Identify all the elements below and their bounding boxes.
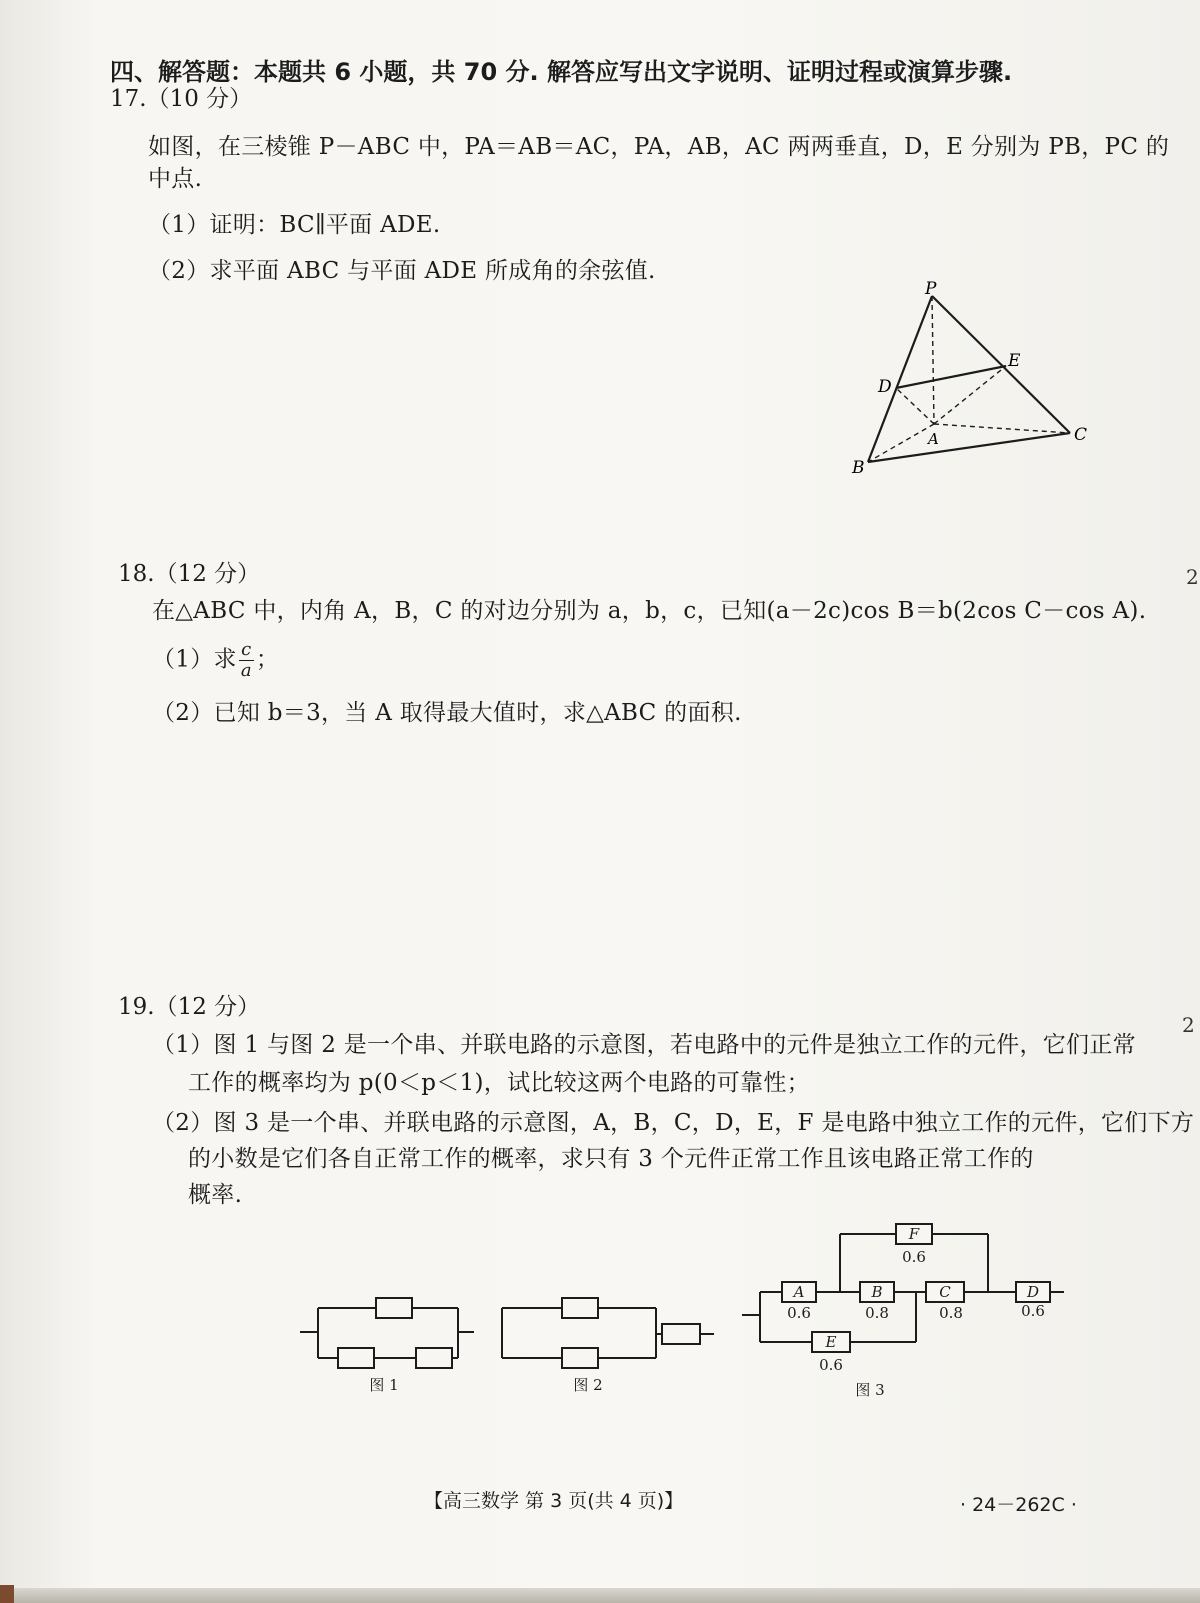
label-e: E [1008, 351, 1021, 371]
fig1-component-bottom-left [338, 1348, 374, 1368]
fraction-numerator: c [239, 640, 254, 661]
label-c: C [1074, 425, 1088, 445]
q17-heading: 17.（10 分） [110, 86, 253, 112]
q18-part2: （2）已知 b＝3，当 A 取得最大值时，求△ABC 的面积. [152, 700, 742, 726]
component-d-label: D [1026, 1283, 1040, 1301]
fig1-component-bottom-right [416, 1348, 452, 1368]
edge-bc [868, 433, 1070, 462]
label-p: P [925, 279, 937, 299]
figure-1-circuit [300, 1298, 474, 1368]
circuit-figures [290, 1210, 1090, 1410]
edge-mark-top: 2 [1186, 565, 1199, 589]
component-c-label: C [939, 1283, 951, 1301]
q18-part1 [152, 640, 279, 681]
q17-line1: 如图，在三棱锥 P－ABC 中，PA＝AB＝AC，PA，AB，AC 两两垂直，D，E 分别为 PB，PC 的 [148, 134, 1170, 160]
component-b-label: B [871, 1283, 883, 1301]
q19-heading: 19.（12 分） [118, 994, 261, 1020]
component-e-prob: 0.6 [819, 1356, 843, 1374]
component-f-label: F [908, 1225, 920, 1243]
segment-ae [934, 366, 1006, 424]
pyramid-figure [840, 278, 1110, 488]
label-b: B [852, 458, 865, 478]
edge-pc [932, 296, 1070, 433]
component-a-prob: 0.6 [787, 1304, 811, 1322]
edge-pa [932, 296, 934, 424]
component-e-label: E [825, 1333, 837, 1351]
figure-1-caption: 图 1 [369, 1376, 399, 1394]
label-a: A [928, 430, 939, 448]
component-d-prob: 0.6 [1021, 1302, 1045, 1320]
desk-corner [0, 1585, 14, 1603]
q17-line2: 中点. [148, 166, 203, 192]
component-a-label: A [793, 1283, 805, 1301]
q18-part1-suffix: ； [255, 646, 280, 673]
q18-line1: 在△ABC 中，内角 A，B，C 的对边分别为 a，b，c，已知(a－2c)cos B＝b(2cos C－cos A). [152, 598, 1147, 624]
q18-heading: 18.（12 分） [118, 561, 261, 587]
fig2-component-bottom [562, 1348, 598, 1368]
figure-3-caption: 图 3 [855, 1381, 885, 1399]
edge-ac [934, 424, 1070, 433]
fig2-component-series [662, 1324, 700, 1344]
q17-part1: （1）证明：BC∥平面 ADE. [148, 212, 441, 238]
exam-code: · 24－262C · [960, 1494, 1077, 1516]
fraction-c-over-a [239, 640, 254, 681]
label-d: D [878, 377, 892, 397]
q17-part2: （2）求平面 ABC 与平面 ADE 所成角的余弦值. [148, 258, 656, 284]
q19-p2-line3: 概率. [188, 1182, 243, 1208]
component-b-prob: 0.8 [865, 1304, 889, 1322]
section-header: 四、解答题：本题共 6 小题，共 70 分. 解答应写出文字说明、证明过程或演算步骤. [110, 58, 1013, 86]
segment-de [896, 366, 1006, 388]
q19-p1-line2: 工作的概率均为 p(0＜p＜1)，试比较这两个电路的可靠性； [188, 1070, 810, 1096]
figure-2-circuit [502, 1298, 714, 1368]
figure-2-caption: 图 2 [573, 1376, 603, 1394]
page-footer: 【高三数学 第 3 页(共 4 页)】 [424, 1490, 684, 1512]
q19-p1-line1: （1）图 1 与图 2 是一个串、并联电路的示意图，若电路中的元件是独立工作的元件，它们正常 [152, 1032, 1136, 1058]
component-c-prob: 0.8 [939, 1304, 963, 1322]
fig1-component-top [376, 1298, 412, 1318]
fig2-component-top [562, 1298, 598, 1318]
q19-p2-line1: （2）图 3 是一个串、并联电路的示意图，A，B，C，D，E，F 是电路中独立工作的元件，它们下方 [152, 1110, 1195, 1136]
q19-p2-line2: 的小数是它们各自正常工作的概率，求只有 3 个元件正常工作且该电路正常工作的 [188, 1146, 1034, 1172]
component-f-prob: 0.6 [902, 1248, 926, 1266]
fraction-denominator: a [240, 660, 252, 681]
figure-3-circuit [742, 1224, 1064, 1352]
q18-part1-prefix: （1）求 [152, 646, 237, 673]
page-bottom-shadow [0, 1588, 1200, 1603]
segment-ad [896, 388, 934, 424]
edge-mark-bottom: 2 [1182, 1013, 1195, 1037]
